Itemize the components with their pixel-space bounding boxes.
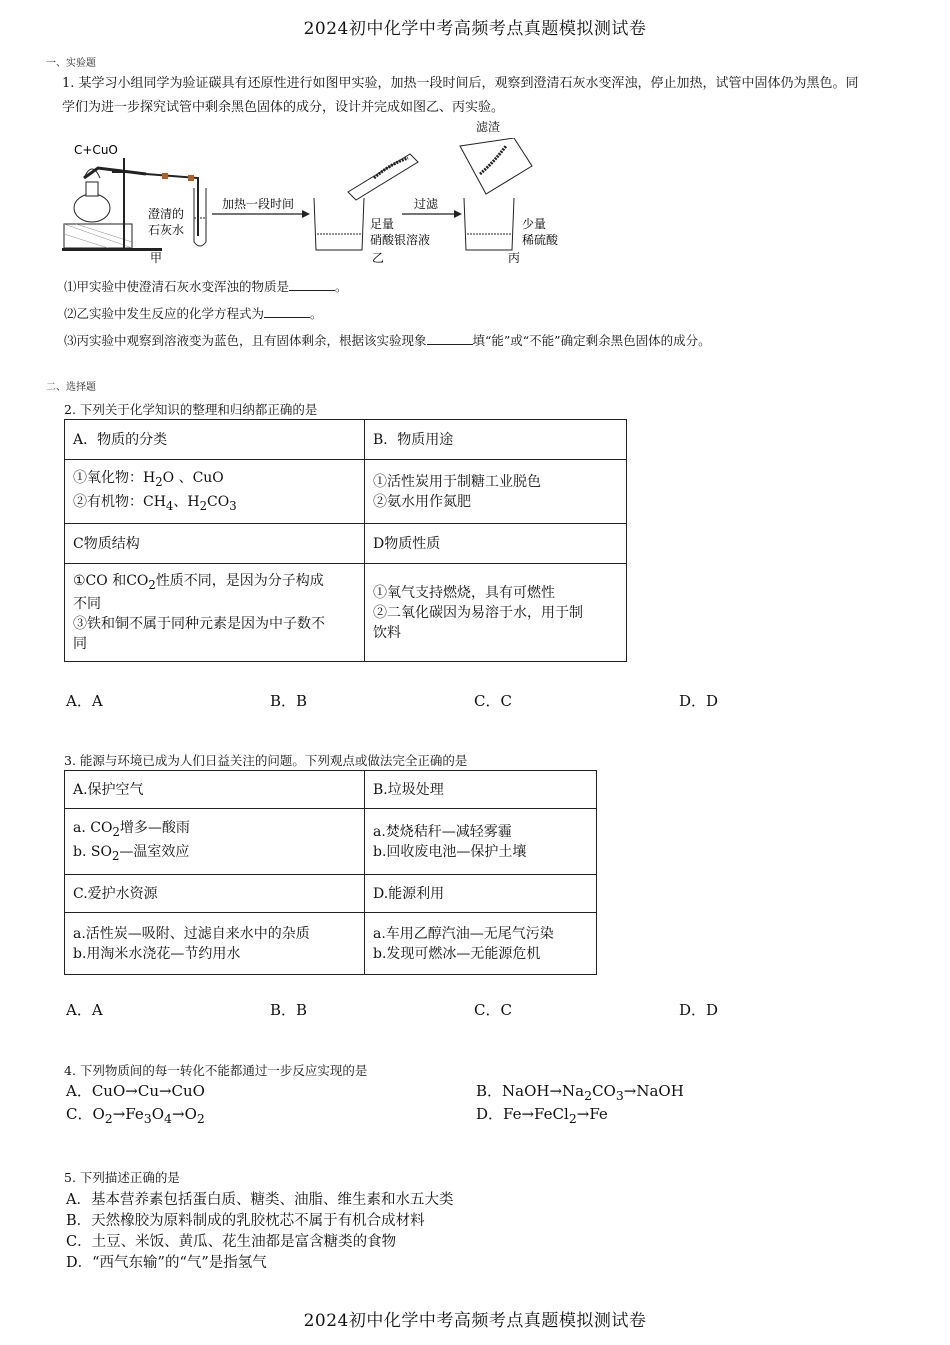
q4-option-a[interactable]: A．CuO→Cu→CuO — [66, 1082, 205, 1100]
page-footer-title: 2024初中化学中考高频考点真题模拟测试卷 — [303, 1311, 647, 1331]
question-1-sub3 — [64, 330, 711, 349]
question-1-sub1-end: 。 — [335, 279, 348, 294]
section-experiment-heading: 一、实验题 — [46, 58, 96, 69]
question-3-options — [0, 999, 950, 1019]
q3-cell-c-head: C.爱护水资源 — [65, 875, 365, 913]
q2-cell-a-head: A．物质的分类 — [65, 420, 365, 460]
question-1-sub3-end: 填“能”或“不能”确定剩余黑色固体的成分。 — [472, 333, 711, 348]
q2-option-b[interactable]: B．B — [270, 692, 308, 710]
answer-blank-1[interactable] — [289, 276, 335, 291]
section-choice-heading: 二、选择题 — [46, 382, 96, 393]
question-1-sub2-text: ⑵乙实验中发生反应的化学方程式为 — [64, 306, 265, 321]
question-1-sub2 — [64, 303, 323, 322]
q2-cell-c-head: C物质结构 — [65, 524, 365, 564]
question-1-line2: 学们为进一步探究试管中剩余黑色固体的成分，设计并完成如图乙、丙实验。 — [62, 100, 505, 115]
fig-filter-paper — [460, 138, 532, 194]
fig-alcohol-lamp — [74, 194, 110, 222]
question-4-stem: 4. 下列物质间的每一转化不能都通过一步反应实现的是 — [64, 1063, 368, 1078]
fig-reagent2-label-2: 硝酸银溶液 — [370, 233, 431, 247]
q2-option-a[interactable]: A．A — [66, 692, 103, 710]
question-2-table — [64, 419, 627, 662]
q3-cell-c-body: a.活性炭—吸附、过滤自来水中的杂质 b.用淘米水浇花—节约用水 — [65, 913, 365, 975]
fig-reagent3-label-1: 少量 — [522, 217, 547, 231]
q5-option-a[interactable]: A．基本营养素包括蛋白质、糖类、油脂、维生素和水五大类 — [66, 1192, 454, 1208]
q3-option-b[interactable]: B．B — [270, 1001, 308, 1019]
fig-limewater-tube — [194, 188, 206, 246]
question-3-stem: 3. 能源与环境已成为人们日益关注的问题。下列观点或做法完全正确的是 — [64, 753, 468, 768]
q3-cell-b-head: B.垃圾处理 — [365, 771, 597, 809]
fig-reagent2-label-1: 足量 — [370, 217, 395, 231]
question-2-stem: 2. 下列关于化学知识的整理和归纳都正确的是 — [64, 402, 318, 417]
answer-blank-3[interactable] — [427, 330, 473, 345]
fig-arrow-filter-label: 过滤 — [414, 197, 439, 211]
q4-option-b[interactable]: B．$NaOH\to Na_2CO_3\to NaOH$ — [476, 1082, 684, 1103]
q2-cell-c-body: ①CO 和$CO_2$性质不同，是因为分子构成 不同 ③铁和铜不属于同种元素是因为中子数不 同 — [65, 564, 365, 662]
page-header-title: 2024初中化学中考高频考点真题模拟测试卷 — [303, 19, 647, 39]
q2-cell-d-head: D物质性质 — [365, 524, 627, 564]
fig-residue-text: 滤渣 — [476, 120, 501, 134]
question-1-stem — [62, 72, 892, 120]
q3-cell-a-body: a. $CO_2$增多—酸雨 b. $SO_2—$温室效应 — [65, 809, 365, 875]
q2-cell-a-body: ①氧化物：$H_2O$ 、CuO ②有机物：$CH_4$、$H_2CO_3$ — [65, 460, 365, 524]
q4-option-d[interactable]: D．Fe→FeCl$_2$→Fe — [476, 1105, 608, 1126]
fig-pouring-tube — [348, 154, 418, 200]
fig-label-b: 乙 — [372, 251, 385, 265]
question-2-options — [0, 690, 950, 710]
q3-cell-a-head: A.保护空气 — [65, 771, 365, 809]
fig-reactant-label: C+CuO — [74, 143, 118, 157]
question-1-line1: 1. 某学习小组同学为验证碳具有还原性进行如图甲实验，加热一段时间后，观察到澄清石灰水变浑浊，停止加热，试管中固体仍为黑色。同 — [62, 76, 859, 91]
q2-cell-b-head: B．物质用途 — [365, 420, 627, 460]
experiment-figure — [62, 138, 582, 270]
fig-arrow-heat-label: 加热一段时间 — [222, 197, 295, 211]
question-1-sub1-text: ⑴甲实验中使澄清石灰水变浑浊的物质是 — [64, 279, 290, 294]
fig-beaker-c — [464, 198, 514, 250]
fig-limewater-label-1: 澄清的 — [148, 207, 185, 221]
q4-option-c[interactable]: C．$O_2\to Fe_3O_4\to O_2$ — [66, 1105, 205, 1126]
q3-cell-b-body: a.焚烧秸秆—减轻雾霾 b.回收废电池—保护土壤 — [365, 809, 597, 875]
q3-option-d[interactable]: D．D — [679, 1001, 719, 1019]
q3-cell-d-body: a.车用乙醇汽油—无尾气污染 b.发现可燃冰—无能源危机 — [365, 913, 597, 975]
question-1-sub1 — [64, 276, 348, 295]
fig-limewater-label-2: 石灰水 — [148, 223, 185, 237]
q2-option-c[interactable]: C．C — [474, 692, 512, 710]
q3-option-c[interactable]: C．C — [474, 1001, 512, 1019]
q3-cell-d-head: D.能源利用 — [365, 875, 597, 913]
q2-cell-d-body: ①氧气支持燃烧，具有可燃性 ②二氧化碳因为易溶于水，用于制 饮料 — [365, 564, 627, 662]
q2-cell-b-body: ①活性炭用于制糖工业脱色 ②氨水用作氮肥 — [365, 460, 627, 524]
q5-option-c[interactable]: C．土豆、米饭、黄瓜、花生油都是富含糖类的食物 — [66, 1234, 397, 1250]
question-5-stem: 5. 下列描述正确的是 — [64, 1170, 180, 1185]
q5-option-b[interactable]: B．天然橡胶为原料制成的乳胶枕芯不属于有机合成材料 — [66, 1213, 425, 1229]
question-1-sub2-end: 。 — [310, 306, 323, 321]
fig-label-c: 丙 — [508, 251, 521, 265]
q2-option-d[interactable]: D．D — [679, 692, 719, 710]
answer-blank-2[interactable] — [264, 303, 310, 318]
q5-option-d[interactable]: D．“西气东输”的“气”是指氢气 — [66, 1255, 267, 1271]
q3-option-a[interactable]: A．A — [66, 1001, 103, 1019]
fig-reagent3-label-2: 稀硫酸 — [522, 233, 559, 247]
question-3-table — [64, 770, 597, 975]
question-1-sub3-text: ⑶丙实验中观察到溶液变为蓝色，且有固体剩余，根据该实验现象 — [64, 333, 427, 348]
fig-label-a: 甲 — [150, 251, 163, 265]
